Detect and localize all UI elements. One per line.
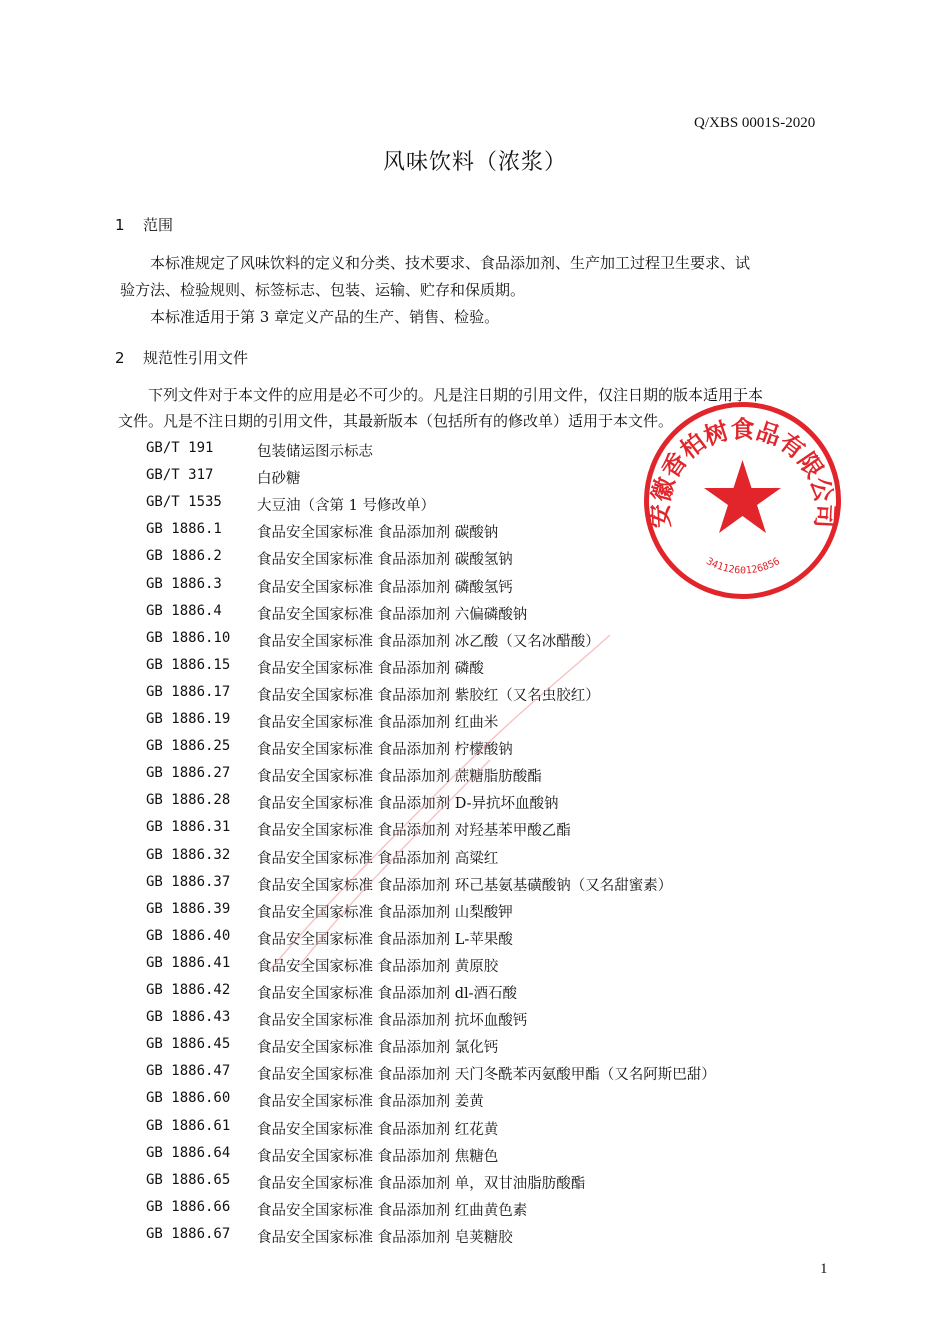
reference-code: GB 1886.1: [146, 521, 222, 538]
section-title: 范围: [143, 216, 174, 234]
reference-code: GB/T 191: [146, 440, 214, 456]
reference-title: 食品安全国家标准 食品添加剂 红曲黄色素: [257, 1202, 528, 1219]
reference-code: GB 1886.43: [146, 1009, 231, 1026]
reference-code: GB 1886.41: [146, 954, 231, 971]
reference-title: 食品安全国家标准 食品添加剂 紫胶红（又名虫胶红）: [257, 687, 600, 704]
reference-title: 食品安全国家标准 食品添加剂 L-苹果酸: [257, 931, 513, 948]
reference-title: 食品安全国家标准 食品添加剂 姜黄: [257, 1094, 484, 1111]
reference-code: GB 1886.60: [146, 1090, 231, 1107]
reference-code: GB 1886.25: [146, 738, 231, 755]
reference-title: 食品安全国家标准 食品添加剂 对羟基苯甲酸乙酯: [257, 823, 571, 840]
seal-company-name: 安徽香柏树食品有限公司: [645, 415, 840, 529]
reference-code: GB 1886.15: [146, 656, 231, 673]
reference-code: GB 1886.47: [146, 1063, 231, 1080]
section-number: 2: [115, 349, 125, 367]
section-title: 规范性引用文件: [143, 349, 249, 367]
reference-code: GB/T 317: [146, 467, 214, 484]
reference-code: GB 1886.3: [146, 575, 222, 592]
reference-code: GB/T 1535: [146, 494, 222, 511]
reference-title: 食品安全国家标准 食品添加剂 抗坏血酸钙: [257, 1013, 528, 1030]
reference-title: 食品安全国家标准 食品添加剂 D-异抗坏血酸钠: [257, 796, 559, 813]
paragraph: 本标准适用于第 3 章定义产品的生产、销售、检验。: [150, 308, 500, 326]
reference-title: 包装储运图示标志: [257, 444, 373, 460]
reference-code: GB 1886.65: [146, 1171, 231, 1188]
reference-title: 食品安全国家标准 食品添加剂 单，双甘油脂肪酸酯: [257, 1175, 586, 1192]
reference-code: GB 1886.64: [146, 1144, 231, 1161]
reference-title: 食品安全国家标准 食品添加剂 皂荚糖胶: [257, 1229, 513, 1246]
seal-code: 3411260126856: [704, 556, 782, 577]
section-number: 1: [115, 216, 125, 234]
reference-code: GB 1886.37: [146, 873, 231, 890]
reference-title: 食品安全国家标准 食品添加剂 环己基氨基磺酸钠（又名甜蜜素）: [257, 877, 673, 894]
reference-code: GB 1886.17: [146, 683, 231, 700]
reference-code: GB 1886.4: [146, 602, 222, 619]
reference-code: GB 1886.45: [146, 1036, 231, 1053]
reference-title: 食品安全国家标准 食品添加剂 磷酸: [257, 660, 484, 677]
reference-title: 食品安全国家标准 食品添加剂 蔗糖脂肪酸酯: [257, 769, 542, 786]
seal-star-icon: [704, 460, 781, 533]
paragraph: 下列文件对于本文件的应用是必不可少的。凡是注日期的引用文件，仅注日期的版本适用于本: [148, 386, 764, 404]
reference-title: 食品安全国家标准 食品添加剂 磷酸氢钙: [257, 579, 513, 596]
reference-title: 食品安全国家标准 食品添加剂 山梨酸钾: [257, 904, 513, 921]
page-number: 1: [820, 1261, 828, 1277]
reference-code: GB 1886.40: [146, 927, 231, 944]
standard-number: Q/XBS 0001S-2020: [694, 115, 816, 131]
reference-title: 食品安全国家标准 食品添加剂 碳酸钠: [257, 525, 499, 542]
reference-code: GB 1886.10: [146, 629, 231, 646]
reference-title: 食品安全国家标准 食品添加剂 碳酸氢钠: [257, 552, 513, 569]
reference-code: GB 1886.39: [146, 900, 231, 917]
reference-code: GB 1886.19: [146, 711, 231, 727]
reference-title: 食品安全国家标准 食品添加剂 dl-酒石酸: [257, 986, 518, 1002]
reference-code: GB 1886.27: [146, 765, 231, 782]
reference-title: 食品安全国家标准 食品添加剂 氯化钙: [257, 1040, 499, 1057]
section-heading-1: [115, 214, 173, 235]
reference-code: GB 1886.61: [146, 1117, 231, 1134]
reference-title: 食品安全国家标准 食品添加剂 冰乙酸（又名冰醋酸）: [257, 633, 600, 650]
reference-title: 大豆油（含第 1 号修改单）: [257, 498, 435, 515]
reference-code: GB 1886.28: [146, 792, 231, 809]
paragraph: 本标准规定了风味饮料的定义和分类、技术要求、食品添加剂、生产加工过程卫生要求、试: [150, 254, 751, 272]
document-title: 风味饮料（浓浆）: [382, 150, 567, 175]
section-heading-2: [115, 347, 248, 368]
reference-code: GB 1886.31: [146, 819, 231, 836]
reference-title: 食品安全国家标准 食品添加剂 焦糖色: [257, 1148, 499, 1165]
reference-title: 食品安全国家标准 食品添加剂 天门冬酰苯丙氨酸甲酯（又名阿斯巴甜）: [257, 1067, 716, 1084]
reference-code: GB 1886.67: [146, 1225, 231, 1242]
reference-code: GB 1886.32: [146, 846, 231, 863]
paragraph: 验方法、检验规则、标签标志、包装、运输、贮存和保质期。: [120, 281, 526, 299]
reference-title: 食品安全国家标准 食品添加剂 红曲米: [257, 715, 499, 731]
reference-code: GB 1886.42: [146, 982, 231, 998]
reference-title: 食品安全国家标准 食品添加剂 红花黄: [257, 1121, 499, 1138]
reference-title: 食品安全国家标准 食品添加剂 六偏磷酸钠: [257, 606, 528, 623]
paragraph: 文件。凡是不注日期的引用文件，其最新版本（包括所有的修改单）适用于本文件。: [118, 412, 674, 430]
reference-title: 食品安全国家标准 食品添加剂 高粱红: [257, 850, 499, 867]
reference-title: 白砂糖: [257, 471, 301, 488]
reference-code: GB 1886.66: [146, 1198, 231, 1215]
company-seal-stamp: [640, 398, 845, 603]
reference-title: 食品安全国家标准 食品添加剂 黄原胶: [257, 958, 499, 975]
reference-code: GB 1886.2: [146, 548, 222, 565]
reference-title: 食品安全国家标准 食品添加剂 柠檬酸钠: [257, 742, 513, 759]
